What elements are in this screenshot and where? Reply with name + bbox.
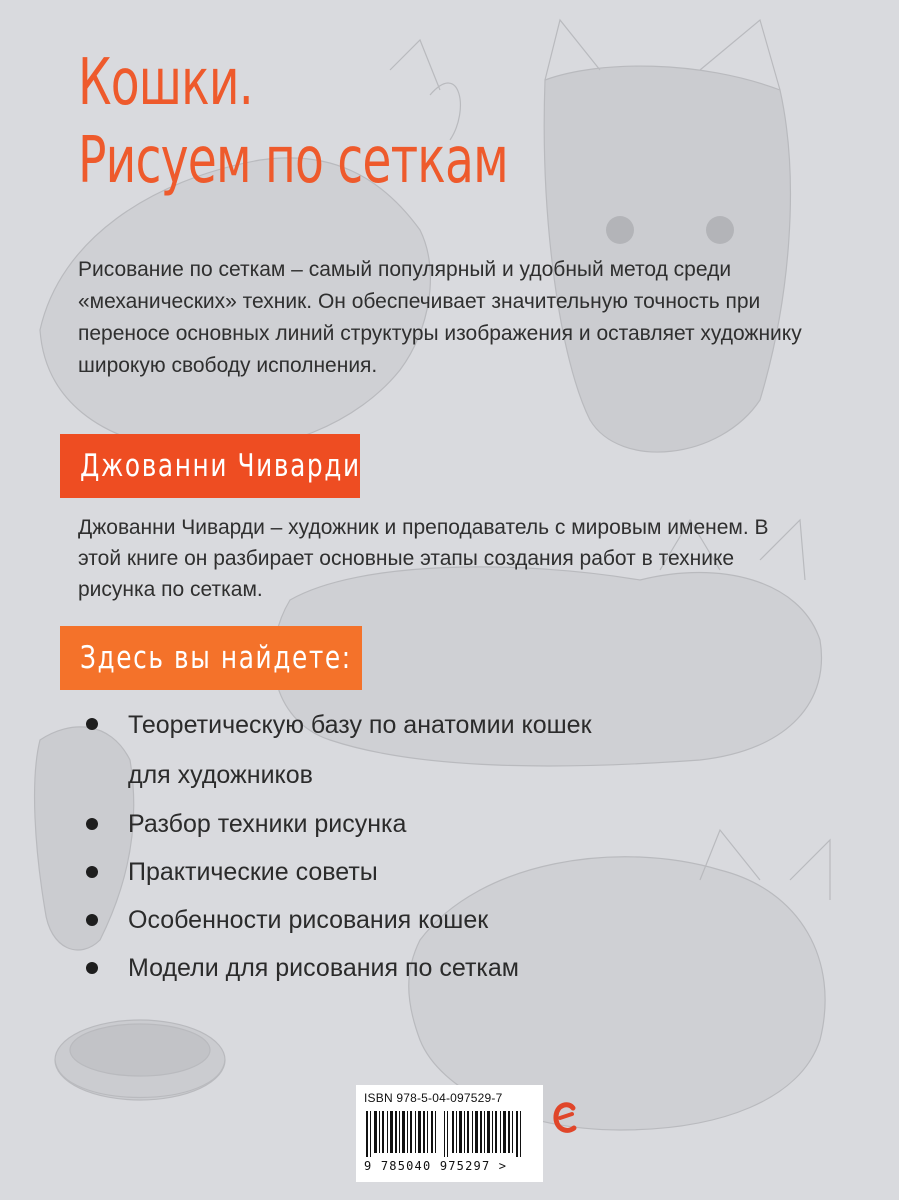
features-list bbox=[78, 700, 598, 992]
features-list-item bbox=[78, 800, 598, 848]
bullet-dot-icon bbox=[86, 866, 98, 878]
features-banner bbox=[60, 626, 362, 690]
features-banner-label: Здесь вы найдете: bbox=[80, 640, 352, 676]
title-line-2: Рисуем по сеткам bbox=[78, 124, 508, 198]
feature-text: Теоретическую базу по анатомии кошек для художников bbox=[128, 711, 592, 789]
author-banner-label: Джованни Чиварди bbox=[80, 448, 361, 484]
publisher-e-logo-icon bbox=[552, 1100, 578, 1140]
feature-text: Модели для рисования по сеткам bbox=[128, 954, 519, 982]
features-list-item bbox=[78, 896, 598, 944]
intro-paragraph: Рисование по сеткам – самый популярный и удобный метод среди «механических» техник. Он обеспечивает значительную точность при переносе основных линий структуры изображения и оставляет художнику широкую свободу исполнения. bbox=[78, 258, 802, 377]
feature-text: Практические советы bbox=[128, 858, 378, 886]
barcode-digits: 9 785040 975297 > bbox=[364, 1159, 508, 1173]
features-list-item bbox=[78, 700, 598, 800]
isbn-label: ISBN 978-5-04-097529-7 bbox=[364, 1091, 503, 1105]
title-line-1: Кошки. bbox=[78, 46, 253, 120]
features-list-item bbox=[78, 848, 598, 896]
isbn-barcode-box bbox=[356, 1085, 543, 1182]
features-list-item bbox=[78, 944, 598, 992]
bullet-dot-icon bbox=[86, 718, 98, 730]
barcode-graphic bbox=[364, 1111, 534, 1157]
author-banner bbox=[60, 434, 360, 498]
book-title bbox=[78, 44, 508, 200]
feature-text: Особенности рисования кошек bbox=[128, 906, 489, 934]
bullet-dot-icon bbox=[86, 914, 98, 926]
author-description: Джованни Чиварди – художник и преподаватель с мировым именем. В этой книге он разбирает основные этапы создания работ в технике рисунка по сеткам. bbox=[78, 516, 769, 601]
feature-text: Разбор техники рисунка bbox=[128, 810, 407, 838]
bullet-dot-icon bbox=[86, 818, 98, 830]
bullet-dot-icon bbox=[86, 962, 98, 974]
